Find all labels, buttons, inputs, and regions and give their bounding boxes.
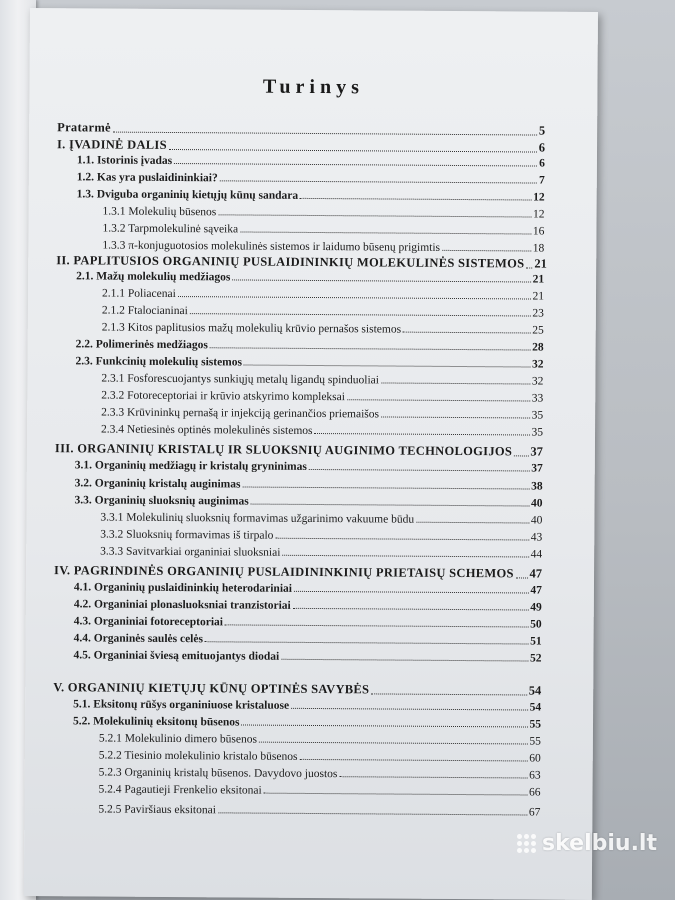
toc-entry xyxy=(99,732,541,747)
document-page xyxy=(24,8,598,900)
toc-entry-page-number: 12 xyxy=(533,191,545,204)
toc-entry-label: III. ORGANINIŲ KRISTALŲ IR SLUOKSNIŲ AUGINIMO TECHNOLOGIJOS xyxy=(54,441,513,459)
toc-entry-label: Pratarmė xyxy=(57,120,111,135)
toc-entry-page-number: 47 xyxy=(530,584,542,597)
toc-entry-page-number: 32 xyxy=(531,358,544,371)
toc-leader-dots xyxy=(113,131,537,136)
toc-entry-label: 5.2.1 Molekulinio dimero būsenos xyxy=(98,732,258,746)
toc-entry-label: 2.3.4 Netiesinės optinės molekulinės sistemos xyxy=(101,423,313,437)
watermark-text: skelbiu.lt xyxy=(542,831,657,856)
toc-leader-dots xyxy=(294,590,528,594)
toc-entry xyxy=(54,563,542,581)
toc-entry-label: 5.2.3 Organinių kristalų būsenos. Davydovo juostos xyxy=(98,766,338,781)
toc-entry xyxy=(75,459,543,474)
toc-leader-dots xyxy=(169,148,537,153)
toc-leader-dots xyxy=(240,230,531,234)
toc-entry xyxy=(74,615,542,630)
toc-entry-page-number: 47 xyxy=(529,566,543,581)
toc-entry-page-number: 16 xyxy=(532,225,545,238)
toc-entry xyxy=(101,373,543,388)
toc-leader-dots xyxy=(259,741,527,745)
toc-entry-label: 4.1. Organinių puslaidininkių heterodariniai xyxy=(73,581,293,595)
toc-entry-page-number: 66 xyxy=(528,786,541,799)
toc-entry xyxy=(99,783,541,798)
toc-entry xyxy=(99,766,541,781)
toc-entry-page-number: 51 xyxy=(530,635,542,648)
toc-entry xyxy=(73,698,541,713)
toc-leader-dots xyxy=(416,521,529,524)
toc-entry-label: 4.5. Organiniai šviesą emituojantys diodai xyxy=(73,649,280,663)
toc-entry xyxy=(101,424,543,439)
toc-leader-dots xyxy=(275,537,528,541)
toc-entry-label: 3.3. Organinių sluoksnių auginimas xyxy=(74,494,249,508)
toc-leader-dots xyxy=(243,485,530,489)
toc-leader-dots xyxy=(381,381,530,384)
toc-leader-dots xyxy=(403,331,530,334)
toc-leader-dots xyxy=(190,312,531,316)
toc-entry-page-number: 54 xyxy=(529,701,542,714)
toc-leader-dots xyxy=(526,266,532,268)
toc-entry-label: 4.3. Organiniai fotoreceptoriai xyxy=(73,615,224,629)
toc-entry xyxy=(77,188,545,203)
toc-entry xyxy=(101,390,543,405)
toc-entry-page-number: 52 xyxy=(529,652,542,665)
toc-entry-page-number: 67 xyxy=(528,806,541,819)
toc-entry-page-number: 6 xyxy=(538,140,546,155)
toc-entry-page-number: 18 xyxy=(532,242,545,255)
toc-leader-dots xyxy=(232,278,530,282)
toc-entry xyxy=(102,288,544,303)
toc-entry xyxy=(98,803,540,818)
toc-leader-dots xyxy=(251,503,529,507)
toc-entry-page-number: 28 xyxy=(532,341,544,354)
toc-entry xyxy=(73,649,541,664)
toc-entry-page-number: 40 xyxy=(530,514,543,527)
toc-entry-page-number: 35 xyxy=(531,409,544,422)
toc-entry-page-number: 55 xyxy=(529,718,542,731)
toc-entry xyxy=(73,715,541,730)
toc-entry-label: 1.3. Dviguba organinių kietųjų kūnų sandara xyxy=(76,188,299,202)
toc-entry xyxy=(76,338,544,353)
toc-entry-label: 2.2. Polimerinės medžiagos xyxy=(75,338,208,352)
toc-entry xyxy=(102,223,544,238)
toc-entry-label: 5.2. Molekulinių eksitonų būsenos xyxy=(72,715,240,729)
toc-entry-page-number: 43 xyxy=(530,531,543,544)
toc-entry-page-number: 33 xyxy=(531,392,544,405)
toc-leader-dots xyxy=(205,640,528,644)
toc-entry-label: 2.1. Mažų molekulių medžiagos xyxy=(76,270,231,284)
toc-entry-label: 2.3.3 Krūvininkų pernašą ir injekciją gerinančios priemaišos xyxy=(101,406,380,421)
toc-entry-page-number: 21 xyxy=(532,290,545,303)
toc-entry xyxy=(100,546,542,561)
toc-leader-dots xyxy=(220,179,537,183)
toc-entry-page-number: 63 xyxy=(529,769,541,782)
toc-leader-dots xyxy=(516,576,528,578)
toc-leader-dots xyxy=(299,758,527,762)
toc-leader-dots xyxy=(282,554,528,558)
toc-entry-page-number: 44 xyxy=(530,548,543,561)
toc-entry xyxy=(75,494,543,509)
toc-entry-page-number: 5 xyxy=(538,123,546,138)
watermark xyxy=(517,831,657,856)
toc-entry-label: 1.1. Istorinis įvadas xyxy=(76,154,173,167)
toc-entry-label: 2.1.2 Ftalocianinai xyxy=(101,304,188,318)
toc-entry xyxy=(74,598,542,613)
toc-entry-label: 2.1.3 Kitos paplitusios mažų molekulių krūvio pernašos sistemos xyxy=(101,321,402,336)
toc-entry-label: 2.1.1 Poliacenai xyxy=(101,287,176,301)
toc-leader-dots xyxy=(371,692,526,695)
toc-entry-page-number: 40 xyxy=(531,497,543,510)
toc-leader-dots xyxy=(178,295,531,299)
toc-entry xyxy=(75,477,543,492)
toc-leader-dots xyxy=(339,775,527,778)
toc-leader-dots xyxy=(442,249,531,252)
toc-entry-label: 3.2. Organinių kristalų auginimas xyxy=(74,477,241,491)
toc-entry-page-number: 7 xyxy=(539,174,545,187)
toc-entry-label: II. PAPLITUSIOS ORGANINIŲ PUSLAIDININKIŲ MOLEKULINĖS SISTEMOS xyxy=(56,253,525,271)
toc-entry-page-number: 25 xyxy=(532,324,544,337)
toc-entry xyxy=(102,240,544,255)
toc-entry-page-number: 12 xyxy=(533,208,545,221)
toc-entry-label: 2.3.1 Fosforescuojantys sunkiųjų metalų ligandų spinduoliai xyxy=(101,372,380,387)
toc-leader-dots xyxy=(314,432,529,436)
toc-entry-page-number: 49 xyxy=(530,601,542,614)
toc-entry-label: 2.3. Funkcinių molekulių sistemos xyxy=(75,355,243,369)
toc-entry-page-number: 32 xyxy=(531,375,544,388)
toc-entry xyxy=(102,305,544,320)
toc-entry-page-number: 21 xyxy=(534,256,547,271)
toc-leader-dots xyxy=(281,658,528,662)
toc-entry xyxy=(53,680,541,698)
toc-entry-page-number: 55 xyxy=(529,735,541,748)
toc-leader-dots xyxy=(210,346,530,350)
toc-leader-dots xyxy=(264,792,527,796)
toc-entry-label: 1.3.3 π-konjuguotosios molekulinės sistemos ir laidumo būsenų prigimtis xyxy=(102,239,441,254)
toc-leader-dots xyxy=(309,468,529,472)
toc-entry xyxy=(77,154,545,169)
toc-entry-page-number: 35 xyxy=(531,426,544,439)
table-of-contents xyxy=(24,8,598,900)
toc-entry-label: 3.3.3 Savitvarkiai organiniai sluoksniai xyxy=(100,545,281,559)
toc-leader-dots xyxy=(381,415,530,418)
toc-entry xyxy=(57,120,545,138)
toc-entry-label: 3.1. Organinių medžiagų ir kristalų gryninimas xyxy=(74,459,307,473)
toc-entry-page-number: 54 xyxy=(528,683,542,698)
toc-entry xyxy=(103,206,545,221)
toc-entry xyxy=(101,407,543,422)
toc-entry-page-number: 38 xyxy=(531,480,543,493)
toc-leader-dots xyxy=(514,454,528,456)
toc-entry xyxy=(76,270,544,285)
toc-leader-dots xyxy=(291,707,528,711)
toc-leader-dots xyxy=(241,723,527,727)
toc-entry-page-number: 6 xyxy=(539,157,545,170)
toc-entry-page-number: 50 xyxy=(530,618,542,631)
toc-entry xyxy=(102,322,544,337)
toc-entry-page-number: 21 xyxy=(532,273,545,286)
toc-entry-label: IV. PAGRINDINĖS ORGANINIŲ PUSLAIDININKINIŲ PRIETAISŲ SCHEMOS xyxy=(54,563,514,581)
toc-leader-dots xyxy=(225,623,528,627)
toc-entry xyxy=(57,137,545,155)
toc-leader-dots xyxy=(174,162,537,167)
toc-leader-dots xyxy=(300,197,531,201)
toc-entry-label: V. ORGANINIŲ KIETŲJŲ KŪNŲ OPTINĖS SAVYBĖS xyxy=(53,680,370,697)
toc-entry xyxy=(77,171,545,186)
toc-leader-dots xyxy=(293,607,529,611)
toc-entry xyxy=(100,512,542,527)
toc-entry-label: 3.3.1 Molekulinių sluoksnių formavimas užgarinimo vakuume būdu xyxy=(100,511,415,526)
toc-leader-dots xyxy=(218,811,527,815)
toc-entry-page-number: 37 xyxy=(530,444,543,459)
watermark-logo-icon xyxy=(517,834,536,853)
page-title: Turinys xyxy=(262,75,365,99)
toc-leader-dots xyxy=(347,398,530,401)
toc-entry-page-number: 60 xyxy=(529,752,541,765)
toc-entry-label: 5.2.2 Tiesinio molekulinio kristalo būsenos xyxy=(98,749,298,763)
toc-entry-label: 4.4. Organinės saulės celės xyxy=(73,632,204,646)
toc-entry-label: I. ĮVADINĖ DALIS xyxy=(57,137,167,152)
toc-entry xyxy=(74,632,542,647)
toc-entry xyxy=(55,441,543,459)
toc-entry-label: 5.1. Eksitonų rūšys organiniuose kristaluose xyxy=(73,698,290,712)
toc-entry-page-number: 37 xyxy=(531,462,543,475)
toc-leader-dots xyxy=(218,213,531,217)
toc-entry-label: 5.2.5 Paviršiaus eksitonai xyxy=(98,803,216,817)
toc-entry-label: 5.2.4 Pagautieji Frenkelio eksitonai xyxy=(98,783,262,797)
toc-entry xyxy=(75,355,543,370)
toc-entry-label: 1.3.2 Tarpmolekulinė sąveika xyxy=(102,222,239,236)
toc-leader-dots xyxy=(244,364,530,368)
toc-entry xyxy=(56,253,547,271)
toc-entry xyxy=(74,581,542,596)
toc-entry xyxy=(100,529,542,544)
toc-entry-page-number: 23 xyxy=(532,307,544,320)
toc-entry-label: 3.3.2 Sluoksnių formavimas iš tirpalo xyxy=(100,528,274,542)
toc-entry-label: 1.3.1 Molekulių būsenos xyxy=(102,205,217,219)
toc-entry xyxy=(99,749,541,764)
toc-entry-label: 2.3.2 Fotoreceptoriai ir krūvio atskyrimo kompleksai xyxy=(101,389,346,404)
toc-entry-label: 4.2. Organiniai plonasluoksniai tranzistoriai xyxy=(73,598,291,612)
toc-entry-label: 1.2. Kas yra puslaidininkiai? xyxy=(76,171,218,185)
